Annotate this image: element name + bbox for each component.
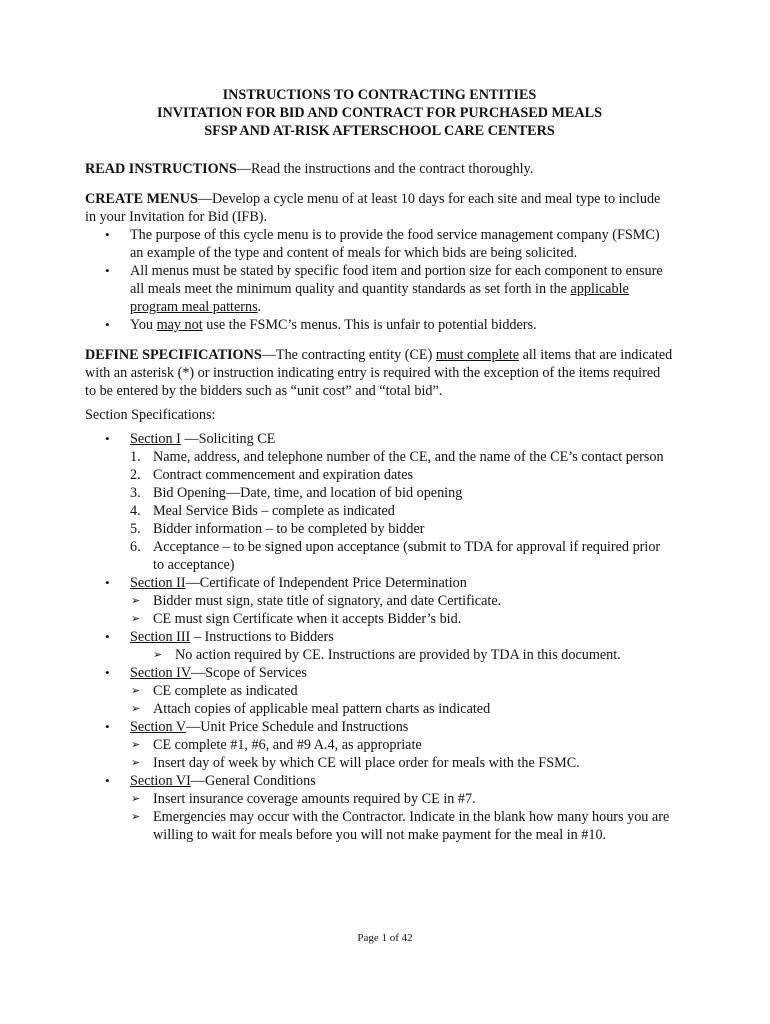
section-3-list	[85, 646, 674, 664]
read-instructions-text: —Read the instructions and the contract thoroughly.	[236, 161, 534, 177]
bullet-icon: •	[105, 629, 110, 644]
title-line-3: SFSP AND AT-RISK AFTERSCHOOL CARE CENTERS	[204, 123, 555, 139]
list-item: 1. Name, address, and telephone number of the CE, and the name of the CE’s contact person	[130, 449, 664, 465]
list-item: • The purpose of this cycle menu is to provide the food service management company (FSMC) an example of the type and content of meals for which bids are being solicited.	[105, 227, 660, 261]
list-item: 3. Bid Opening—Date, time, and location of bid opening	[130, 485, 463, 501]
bullet-icon: •	[105, 263, 110, 278]
list-item: • You may not use the FSMC’s menus. This is unfair to potential bidders.	[105, 317, 537, 333]
page-number-footer: Page 1 of 42	[357, 932, 413, 944]
title-line-2: INVITATION FOR BID AND CONTRACT FOR PURCHASED MEALS	[157, 105, 602, 121]
bullet-icon: •	[105, 317, 110, 332]
document-title	[85, 86, 674, 140]
list-item: ➢ CE complete as indicated	[131, 683, 298, 699]
section-6-list	[85, 790, 674, 844]
section-item-3: • Section III – Instructions to Bidders	[105, 629, 334, 645]
list-item: 2. Contract commencement and expiration dates	[130, 467, 414, 483]
arrow-bullet-icon: ➢	[131, 793, 141, 805]
bullet-icon: •	[105, 431, 110, 446]
meal-patterns-link[interactable]: applicable program meal patterns	[130, 281, 629, 315]
read-instructions-heading: READ INSTRUCTIONS	[85, 161, 237, 177]
bullet-icon: •	[105, 719, 110, 734]
list-item: 4. Meal Service Bids – complete as indicated	[130, 503, 395, 519]
title-line-1: INSTRUCTIONS TO CONTRACTING ENTITIES	[222, 87, 537, 103]
bullet-icon: •	[105, 773, 110, 788]
arrow-bullet-icon: ➢	[153, 649, 163, 661]
section-item-5: • Section V—Unit Price Schedule and Instructions	[105, 719, 409, 735]
list-item: ➢ Insert insurance coverage amounts required by CE in #7.	[131, 791, 476, 807]
list-item: ➢ Bidder must sign, state title of signatory, and date Certificate.	[131, 593, 502, 609]
arrow-bullet-icon: ➢	[131, 739, 141, 751]
create-menus-text: —Develop a cycle menu of at least 10 days for each site and meal type to include in your Invitation for Bid (IFB).	[85, 191, 661, 225]
section-4-list	[85, 682, 674, 718]
arrow-bullet-icon: ➢	[131, 613, 141, 625]
create-menus-paragraph	[85, 190, 674, 226]
create-menus-bullets	[85, 226, 674, 334]
section-item-2: • Section II—Certificate of Independent Price Determination	[105, 575, 467, 591]
arrow-bullet-icon: ➢	[131, 595, 141, 607]
arrow-bullet-icon: ➢	[131, 685, 141, 697]
section-specifications-label: Section Specifications:	[85, 407, 216, 423]
define-specifications-paragraph: DEFINE SPECIFICATIONS—The contracting entity (CE) must complete all items that are indicated with an asterisk (*) or instruction indicating entry is required with the exception of the items required to be entered by the bidders such as “unit cost” and “total bid”.	[85, 347, 673, 399]
list-item: ➢ Emergencies may occur with the Contractor. Indicate in the blank how many hours you are willing to wait for meals before you will not make payment for the meal in #10.	[131, 809, 670, 843]
list-item: ➢ Insert day of week by which CE will place order for meals with the FSMC.	[131, 755, 580, 771]
list-item: ➢ CE must sign Certificate when it accepts Bidder’s bid.	[131, 611, 462, 627]
list-item: 6. Acceptance – to be signed upon acceptance (submit to TDA for approval if required prior to acceptance)	[130, 539, 661, 573]
arrow-bullet-icon: ➢	[131, 811, 141, 823]
define-specifications-heading: DEFINE SPECIFICATIONS	[85, 347, 262, 363]
create-menus-heading: CREATE MENUS	[85, 191, 198, 207]
bullet-icon: •	[105, 665, 110, 680]
section-2-list	[85, 592, 674, 628]
section-item-4: • Section IV—Scope of Services	[105, 665, 307, 681]
section-list	[85, 430, 674, 448]
section-1-numbered-list	[85, 448, 674, 574]
bullet-icon: •	[105, 575, 110, 590]
arrow-bullet-icon: ➢	[131, 757, 141, 769]
section-item-6: • Section VI—General Conditions	[105, 773, 316, 789]
list-item: ➢ Attach copies of applicable meal pattern charts as indicated	[131, 701, 491, 717]
section-item-1: • Section I —Soliciting CE	[105, 431, 276, 447]
list-item: ➢ CE complete #1, #6, and #9 A.4, as appropriate	[131, 737, 422, 753]
read-instructions-paragraph	[85, 160, 674, 178]
arrow-bullet-icon: ➢	[131, 703, 141, 715]
list-item: 5. Bidder information – to be completed by bidder	[130, 521, 425, 537]
bullet-icon: •	[105, 227, 110, 242]
list-item: ➢ No action required by CE. Instructions are provided by TDA in this document.	[153, 647, 621, 663]
list-item: • All menus must be stated by specific food item and portion size for each component to ensure all meals meet the minimum quality and quantity standards as set forth in the applicable program meal patterns.	[105, 263, 663, 315]
section-5-list	[85, 736, 674, 772]
